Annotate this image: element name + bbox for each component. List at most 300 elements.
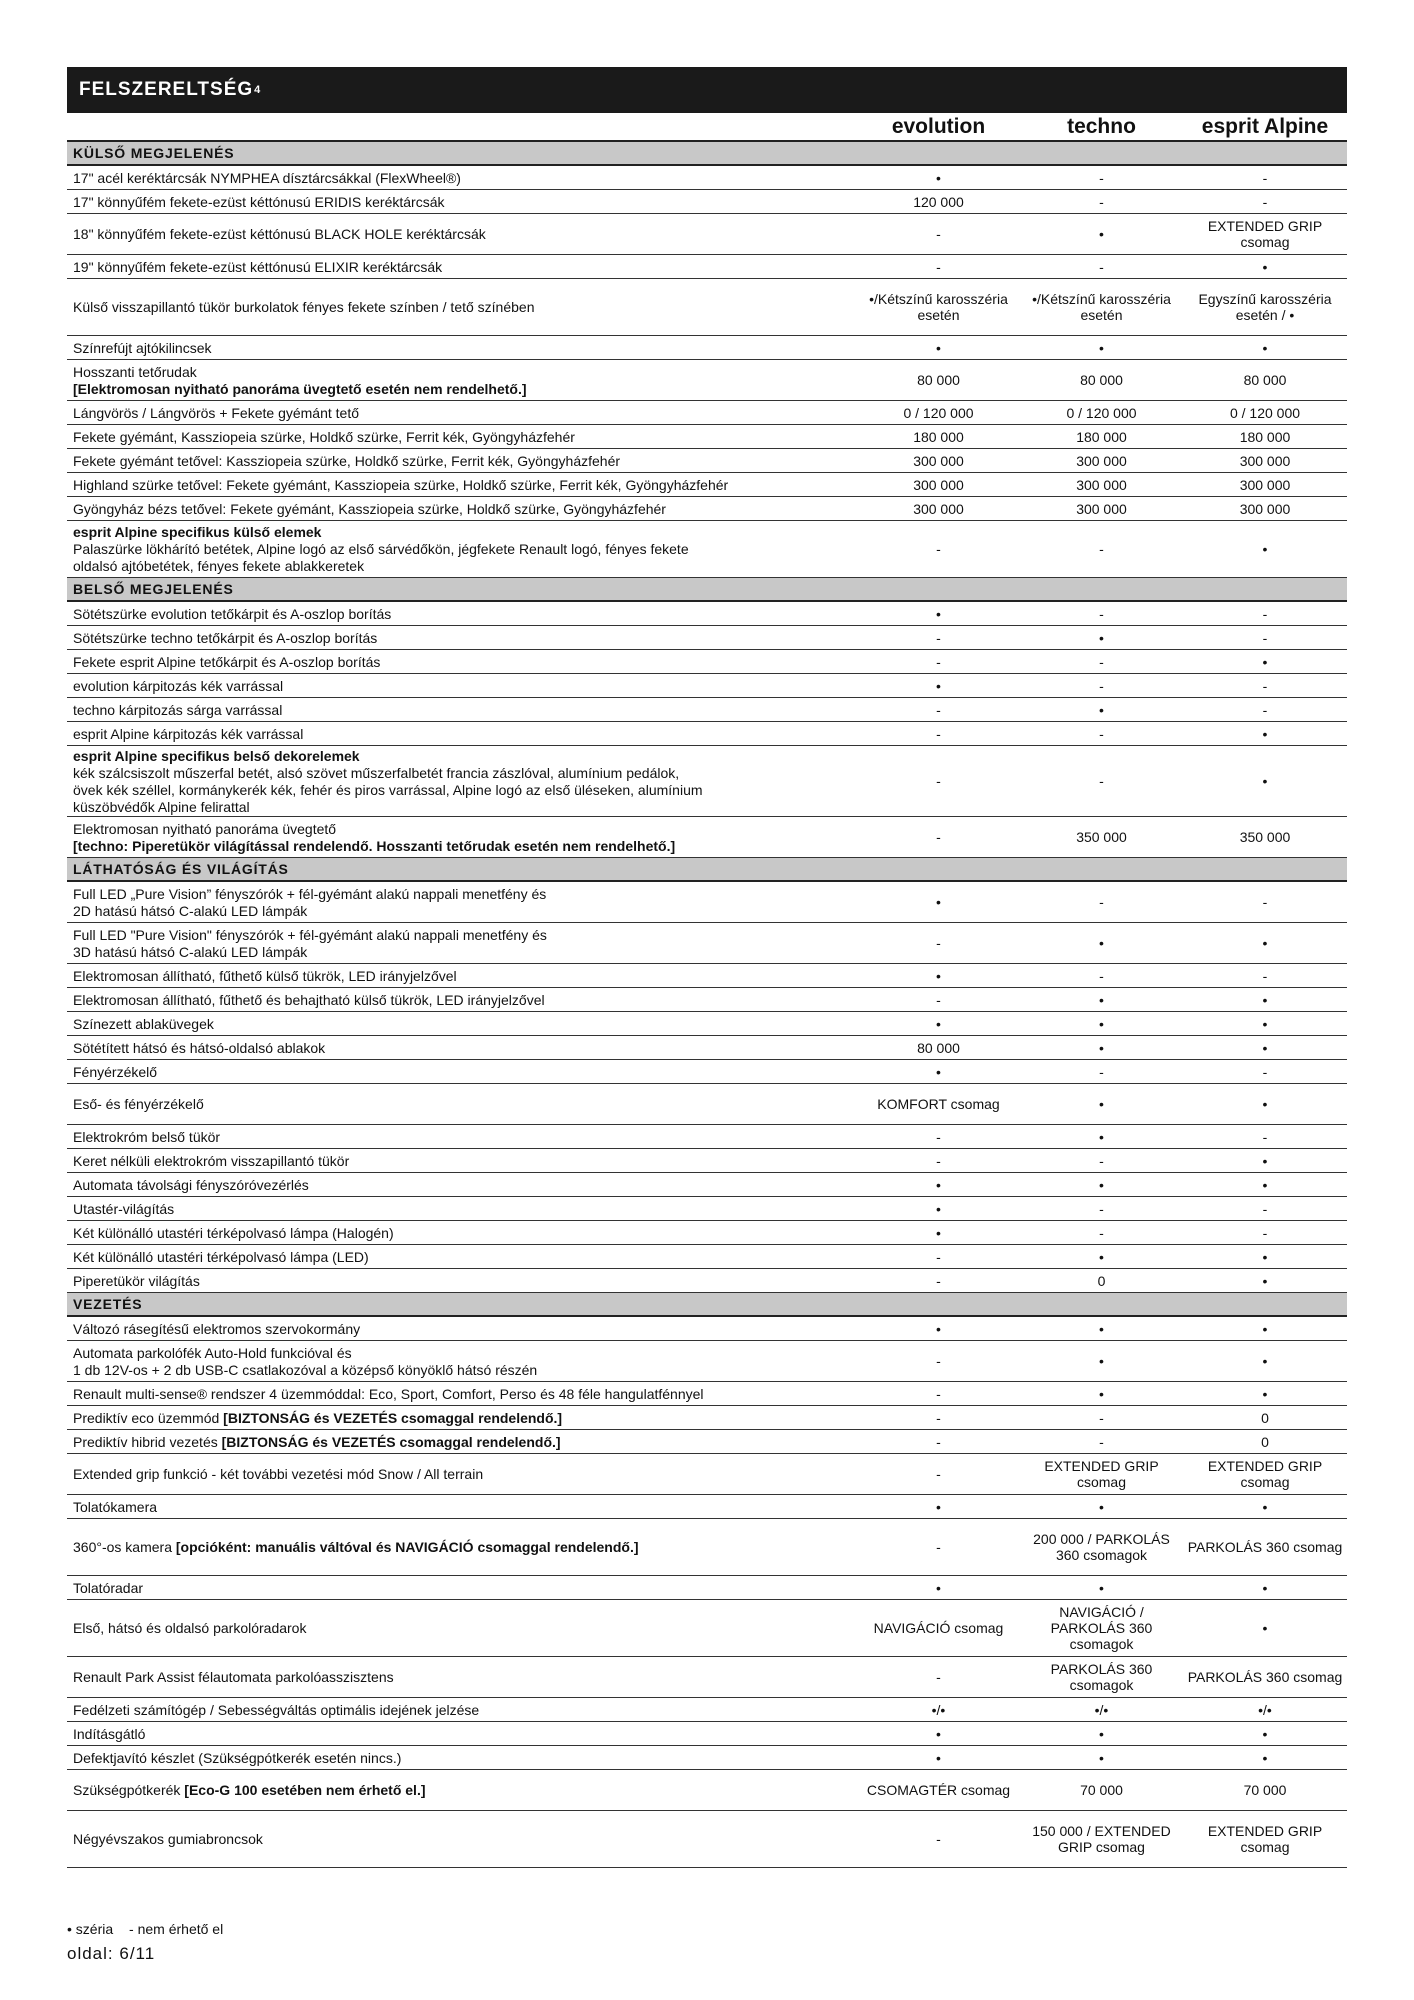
techno-value: 0 / 120 000 [1020, 401, 1183, 425]
alpine-value: - [1183, 1221, 1347, 1245]
alpine-value: 300 000 [1183, 497, 1347, 521]
feature-text: Extended grip funkció - két további vezetési mód Snow / All terrain [73, 1466, 484, 1482]
techno-value: 300 000 [1020, 449, 1183, 473]
feature-cell [67, 1600, 857, 1657]
alpine-value: - [1183, 964, 1347, 988]
feature-cell [67, 1495, 857, 1519]
evolution-value: - [857, 1811, 1020, 1868]
techno-value: • [1020, 698, 1183, 722]
techno-value: • [1020, 988, 1183, 1012]
techno-value: - [1020, 1406, 1183, 1430]
feature-cell [67, 1770, 857, 1811]
techno-value: 350 000 [1020, 817, 1183, 858]
techno-value: • [1020, 336, 1183, 360]
section-header [67, 141, 1347, 165]
title-bar [67, 67, 1347, 113]
column-header-evolution: evolution [857, 113, 1020, 141]
table-body [67, 141, 1347, 1868]
techno-value: - [1020, 1060, 1183, 1084]
feature-text: Utastér-világítás [73, 1200, 175, 1217]
feature-cell [67, 165, 857, 190]
feature-text: Két különálló utastéri térképolvasó lámpa (Halogén) [73, 1224, 394, 1241]
alpine-value: - [1183, 1125, 1347, 1149]
alpine-value: • [1183, 336, 1347, 360]
evolution-value: • [857, 165, 1020, 190]
techno-value: - [1020, 674, 1183, 698]
techno-value: • [1020, 1341, 1183, 1382]
techno-value: 70 000 [1020, 1770, 1183, 1811]
feature-text: oldalsó ajtóbetétek, fényes fekete ablakkeretek [73, 558, 365, 574]
feature-cell [67, 1125, 857, 1149]
evolution-value: KOMFORT csomag [857, 1084, 1020, 1125]
techno-value: 180 000 [1020, 425, 1183, 449]
feature-text: Full LED „Pure Vision” fényszórók + fél-gyémánt alakú nappali menetfény és [73, 885, 547, 902]
feature-text: Fekete gyémánt tetővel: Kassziopeia szürke, Holdkő szürke, Ferrit kék, Gyöngyházfehér [73, 452, 621, 469]
techno-value: - [1020, 521, 1183, 578]
techno-value: - [1020, 165, 1183, 190]
evolution-value: •/• [857, 1698, 1020, 1722]
feature-text: Eső- és fényérzékelő [73, 1096, 204, 1112]
page-number: oldal: 6/11 [67, 1944, 156, 1963]
feature-text: Defektjavító készlet (Szükségpótkerék esetén nincs.) [73, 1749, 402, 1766]
feature-cell [67, 1316, 857, 1341]
evolution-value: - [857, 746, 1020, 817]
techno-value: 0 [1020, 1269, 1183, 1293]
feature-text: Hosszanti tetőrudak [73, 363, 197, 380]
table-row [67, 401, 1347, 425]
table-row [67, 698, 1347, 722]
feature-cell [67, 674, 857, 698]
feature-cell [67, 1060, 857, 1084]
feature-text: Színezett ablaküvegek [73, 1015, 214, 1032]
evolution-value: - [857, 1125, 1020, 1149]
feature-text: evolution kárpitozás kék varrással [73, 677, 284, 694]
alpine-value: - [1183, 1060, 1347, 1084]
section-header [67, 1293, 1347, 1317]
evolution-value: • [857, 1746, 1020, 1770]
title-footnote: 4 [254, 84, 262, 96]
alpine-value: • [1183, 1316, 1347, 1341]
legend-standard: • széria [67, 1921, 114, 1937]
section-title: LÁTHATÓSÁG ÉS VILÁGÍTÁS [67, 858, 1347, 882]
evolution-value: 300 000 [857, 449, 1020, 473]
feature-cell [67, 964, 857, 988]
alpine-value: - [1183, 674, 1347, 698]
table-row [67, 650, 1347, 674]
section-title: KÜLSŐ MEGJELENÉS [67, 141, 1347, 165]
section-header [67, 858, 1347, 882]
column-header-feature [67, 113, 857, 141]
feature-text: Fekete esprit Alpine tetőkárpit és A-oszlop borítás [73, 653, 381, 670]
alpine-value: • [1183, 650, 1347, 674]
alpine-value: • [1183, 722, 1347, 746]
table-row [67, 497, 1347, 521]
feature-text: Tolatókamera [73, 1498, 158, 1515]
alpine-value: - [1183, 165, 1347, 190]
legend [67, 1921, 235, 1937]
feature-cell [67, 1698, 857, 1722]
feature-cell [67, 425, 857, 449]
techno-value: • [1020, 1722, 1183, 1746]
table-row [67, 1495, 1347, 1519]
evolution-value: - [857, 722, 1020, 746]
feature-text: Indításgátló [73, 1725, 146, 1742]
feature-text: Két különálló utastéri térképolvasó lámpa (LED) [73, 1248, 369, 1265]
evolution-value: • [857, 336, 1020, 360]
feature-text: esprit Alpine kárpitozás kék varrással [73, 725, 304, 742]
techno-value: •/Kétszínű karosszéria esetén [1020, 279, 1183, 336]
techno-value: • [1020, 214, 1183, 255]
techno-value: 200 000 / PARKOLÁS 360 csomagok [1020, 1519, 1183, 1576]
evolution-value: - [857, 1430, 1020, 1454]
feature-text: Sötétített hátsó és hátsó-oldalsó ablakok [73, 1039, 326, 1056]
alpine-value: 300 000 [1183, 473, 1347, 497]
feature-text: 17" könnyűfém fekete-ezüst kéttónusú ERIDIS keréktárcsák [73, 193, 445, 210]
feature-text: 360°-os kamera [73, 1539, 176, 1555]
feature-text: Első, hátsó és oldalsó parkolóradarok [73, 1620, 307, 1636]
table-row [67, 360, 1347, 401]
techno-value: • [1020, 1495, 1183, 1519]
feature-cell [67, 817, 857, 858]
feature-text: 3D hatású hátsó C-alakú LED lámpák [73, 943, 308, 960]
evolution-value: • [857, 1221, 1020, 1245]
page-title: FELSZERELTSÉG [79, 79, 254, 100]
table-row [67, 1382, 1347, 1406]
feature-heading: esprit Alpine specifikus belső dekorelemek [73, 747, 360, 764]
table-row [67, 521, 1347, 578]
alpine-value: 0 [1183, 1430, 1347, 1454]
table-row [67, 1454, 1347, 1495]
legend-unavailable: - nem érhető el [129, 1921, 224, 1937]
feature-text: kék szálcsiszolt műszerfal betét, alsó szövet műszerfalbetét francia zászlóval, alumínium pedálok, [73, 764, 680, 781]
alpine-value: • [1183, 1269, 1347, 1293]
table-row [67, 1430, 1347, 1454]
evolution-value: - [857, 988, 1020, 1012]
feature-text: Fekete gyémánt, Kassziopeia szürke, Holdkő szürke, Ferrit kék, Gyöngyházfehér [73, 428, 575, 445]
alpine-value: • [1183, 1084, 1347, 1125]
alpine-value: • [1183, 1149, 1347, 1173]
feature-cell [67, 1149, 857, 1173]
evolution-value: • [857, 1197, 1020, 1221]
evolution-value: 180 000 [857, 425, 1020, 449]
alpine-value: • [1183, 521, 1347, 578]
evolution-value: CSOMAGTÉR csomag [857, 1770, 1020, 1811]
feature-cell [67, 1406, 857, 1430]
table-row [67, 1084, 1347, 1125]
techno-value: 80 000 [1020, 360, 1183, 401]
alpine-value: Egyszínű karosszéria esetén / • [1183, 279, 1347, 336]
evolution-value: 80 000 [857, 1036, 1020, 1060]
alpine-value: • [1183, 1382, 1347, 1406]
feature-text: 17" acél keréktárcsák NYMPHEA dísztárcsákkal (FlexWheel®) [73, 169, 461, 186]
evolution-value: - [857, 626, 1020, 650]
feature-cell [67, 1269, 857, 1293]
table-row [67, 1406, 1347, 1430]
evolution-value: - [857, 1245, 1020, 1269]
table-row [67, 1221, 1347, 1245]
feature-note: [Eco-G 100 esetében nem érhető el.] [184, 1782, 426, 1798]
table-row [67, 1149, 1347, 1173]
equipment-page [67, 67, 1347, 1868]
feature-text: Lángvörös / Lángvörös + Fekete gyémánt tető [73, 404, 360, 421]
alpine-value: 0 / 120 000 [1183, 401, 1347, 425]
techno-value: • [1020, 1125, 1183, 1149]
evolution-value: • [857, 1722, 1020, 1746]
feature-cell [67, 881, 857, 923]
feature-cell [67, 988, 857, 1012]
techno-value: • [1020, 1746, 1183, 1770]
table-row [67, 746, 1347, 817]
section-header [67, 578, 1347, 602]
techno-value: - [1020, 1430, 1183, 1454]
feature-text: 1 db 12V-os + 2 db USB-C csatlakozóval a középső könyöklő hátsó részén [73, 1361, 538, 1378]
evolution-value: • [857, 1060, 1020, 1084]
techno-value: - [1020, 722, 1183, 746]
alpine-value: EXTENDED GRIP csomag [1183, 214, 1347, 255]
alpine-value: PARKOLÁS 360 csomag [1183, 1657, 1347, 1698]
alpine-value: 350 000 [1183, 817, 1347, 858]
table-row [67, 1197, 1347, 1221]
feature-text: övek kék széllel, kormánykerék kék, fehér és piros varrással, Alpine logó az első üléseken, alumínium [73, 781, 703, 798]
feature-text: Keret nélküli elektrokróm visszapillantó tükör [73, 1152, 350, 1169]
alpine-value: EXTENDED GRIP csomag [1183, 1811, 1347, 1868]
table-row [67, 1060, 1347, 1084]
alpine-value: - [1183, 601, 1347, 626]
feature-text: 18" könnyűfém fekete-ezüst kéttónusú BLACK HOLE keréktárcsák [73, 226, 486, 242]
feature-cell [67, 1430, 857, 1454]
feature-cell [67, 923, 857, 964]
feature-text: Full LED "Pure Vision" fényszórók + fél-gyémánt alakú nappali menetfény és [73, 926, 547, 943]
techno-value: • [1020, 1382, 1183, 1406]
feature-text: Színrefújt ajtókilincsek [73, 339, 212, 356]
techno-value: • [1020, 1316, 1183, 1341]
evolution-value: 80 000 [857, 360, 1020, 401]
table-row [67, 1698, 1347, 1722]
alpine-value: • [1183, 1245, 1347, 1269]
techno-value: PARKOLÁS 360 csomagok [1020, 1657, 1183, 1698]
alpine-value: 70 000 [1183, 1770, 1347, 1811]
table-row [67, 214, 1347, 255]
table-row [67, 1316, 1347, 1341]
feature-text: Fényérzékelő [73, 1063, 158, 1080]
techno-value: •/• [1020, 1698, 1183, 1722]
feature-text: techno kárpitozás sárga varrással [73, 701, 283, 718]
evolution-value: - [857, 214, 1020, 255]
evolution-value: • [857, 1316, 1020, 1341]
feature-cell [67, 1746, 857, 1770]
evolution-value: - [857, 923, 1020, 964]
feature-cell [67, 1382, 857, 1406]
feature-text: Elektromosan állítható, fűthető és behajtható külső tükrök, LED irányjelzővel [73, 991, 545, 1008]
alpine-value: • [1183, 1746, 1347, 1770]
evolution-value: - [857, 817, 1020, 858]
alpine-value: • [1183, 1036, 1347, 1060]
alpine-value: 80 000 [1183, 360, 1347, 401]
evolution-value: - [857, 255, 1020, 279]
table-row [67, 190, 1347, 214]
feature-text: 2D hatású hátsó C-alakú LED lámpák [73, 902, 308, 919]
evolution-value: 0 / 120 000 [857, 401, 1020, 425]
evolution-value: • [857, 964, 1020, 988]
feature-heading: esprit Alpine specifikus külső elemek [73, 524, 322, 540]
alpine-value: •/• [1183, 1698, 1347, 1722]
feature-cell [67, 449, 857, 473]
feature-text: Négyévszakos gumiabroncsok [73, 1831, 263, 1847]
table-row [67, 336, 1347, 360]
feature-text: Sötétszürke techno tetőkárpit és A-oszlop borítás [73, 629, 378, 646]
table-row [67, 449, 1347, 473]
techno-value: - [1020, 964, 1183, 988]
feature-text: Gyöngyház bézs tetővel: Fekete gyémánt, Kassziopeia szürke, Holdkő szürke, Gyöngyházfehér [73, 500, 666, 517]
evolution-value: 300 000 [857, 497, 1020, 521]
table-header-row [67, 113, 1347, 141]
feature-text: Automata távolsági fényszóróvezérlés [73, 1176, 309, 1193]
table-row [67, 425, 1347, 449]
techno-value: - [1020, 1221, 1183, 1245]
feature-text: Sötétszürke evolution tetőkárpit és A-oszlop borítás [73, 605, 392, 622]
alpine-value: • [1183, 1173, 1347, 1197]
feature-text: Elektromosan nyitható panoráma üvegtető [73, 820, 337, 837]
column-header-techno: techno [1020, 113, 1183, 141]
evolution-value: • [857, 1576, 1020, 1600]
equipment-table [67, 113, 1347, 1868]
table-row [67, 1036, 1347, 1060]
feature-note: [BIZTONSÁG és VEZETÉS csomaggal rendelendő.] [221, 1433, 561, 1450]
feature-cell [67, 279, 857, 336]
alpine-value: - [1183, 1197, 1347, 1221]
techno-value: • [1020, 1576, 1183, 1600]
table-row [67, 722, 1347, 746]
feature-text: Változó rásegítésű elektromos szervokormány [73, 1320, 361, 1337]
techno-value: • [1020, 1245, 1183, 1269]
evolution-value: - [857, 1149, 1020, 1173]
feature-cell [67, 722, 857, 746]
evolution-value: - [857, 1519, 1020, 1576]
feature-cell [67, 1221, 857, 1245]
techno-value: - [1020, 255, 1183, 279]
feature-text: küszöbvédők Alpine felirattal [73, 798, 250, 815]
feature-cell [67, 255, 857, 279]
alpine-value: • [1183, 1722, 1347, 1746]
alpine-value: • [1183, 255, 1347, 279]
table-row [67, 1770, 1347, 1811]
alpine-value: 300 000 [1183, 449, 1347, 473]
techno-value: • [1020, 1173, 1183, 1197]
techno-value: - [1020, 1197, 1183, 1221]
table-row [67, 1245, 1347, 1269]
alpine-value: • [1183, 1341, 1347, 1382]
table-row [67, 881, 1347, 923]
alpine-value: • [1183, 746, 1347, 817]
feature-cell [67, 1245, 857, 1269]
alpine-value: • [1183, 923, 1347, 964]
feature-cell [67, 190, 857, 214]
evolution-value: 300 000 [857, 473, 1020, 497]
alpine-value: EXTENDED GRIP csomag [1183, 1454, 1347, 1495]
evolution-value: - [857, 1382, 1020, 1406]
evolution-value: NAVIGÁCIÓ csomag [857, 1600, 1020, 1657]
evolution-value: - [857, 1454, 1020, 1495]
table-row [67, 964, 1347, 988]
feature-text: Elektrokróm belső tükör [73, 1128, 221, 1145]
table-row [67, 1519, 1347, 1576]
evolution-value: - [857, 698, 1020, 722]
techno-value: • [1020, 1036, 1183, 1060]
feature-cell [67, 1197, 857, 1221]
evolution-value: - [857, 1657, 1020, 1698]
feature-note: [BIZTONSÁG és VEZETÉS csomaggal rendelendő.] [223, 1409, 563, 1426]
table-row [67, 1746, 1347, 1770]
techno-value: • [1020, 1084, 1183, 1125]
feature-cell [67, 401, 857, 425]
techno-value: - [1020, 650, 1183, 674]
techno-value: - [1020, 601, 1183, 626]
techno-value: - [1020, 1149, 1183, 1173]
evolution-value: - [857, 1406, 1020, 1430]
table-row [67, 988, 1347, 1012]
evolution-value: • [857, 881, 1020, 923]
feature-note: [Elektromosan nyitható panoráma üvegtető esetén nem rendelhető.] [73, 380, 527, 397]
evolution-value: - [857, 1341, 1020, 1382]
table-row [67, 1012, 1347, 1036]
section-title: BELSŐ MEGJELENÉS [67, 578, 1347, 602]
feature-text: Tolatóradar [73, 1579, 144, 1596]
table-row [67, 1811, 1347, 1868]
feature-cell [67, 473, 857, 497]
table-row [67, 1125, 1347, 1149]
table-row [67, 473, 1347, 497]
feature-cell [67, 1454, 857, 1495]
alpine-value: • [1183, 988, 1347, 1012]
table-row [67, 1576, 1347, 1600]
techno-value: 300 000 [1020, 473, 1183, 497]
feature-text: Prediktív eco üzemmód [73, 1409, 224, 1426]
feature-text: 19" könnyűfém fekete-ezüst kéttónusú ELIXIR keréktárcsák [73, 258, 443, 275]
feature-cell [67, 497, 857, 521]
feature-cell [67, 626, 857, 650]
techno-value: EXTENDED GRIP csomag [1020, 1454, 1183, 1495]
table-row [67, 1657, 1347, 1698]
feature-cell [67, 521, 857, 578]
techno-value: - [1020, 746, 1183, 817]
alpine-value: PARKOLÁS 360 csomag [1183, 1519, 1347, 1576]
alpine-value: 180 000 [1183, 425, 1347, 449]
techno-value: • [1020, 626, 1183, 650]
feature-text: Elektromosan állítható, fűthető külső tükrök, LED irányjelzővel [73, 967, 457, 984]
evolution-value: - [857, 1269, 1020, 1293]
techno-value: 150 000 / EXTENDED GRIP csomag [1020, 1811, 1183, 1868]
techno-value: • [1020, 1012, 1183, 1036]
alpine-value: • [1183, 1495, 1347, 1519]
feature-cell [67, 1084, 857, 1125]
feature-cell [67, 601, 857, 626]
evolution-value: - [857, 650, 1020, 674]
table-row [67, 674, 1347, 698]
alpine-value: - [1183, 881, 1347, 923]
techno-value: 300 000 [1020, 497, 1183, 521]
feature-text: Fedélzeti számítógép / Sebességváltás optimális idejének jelzése [73, 1701, 480, 1718]
feature-cell [67, 1012, 857, 1036]
feature-text: Renault multi-sense® rendszer 4 üzemmóddal: Eco, Sport, Comfort, Perso és 48 féle hangulatfénnyel [73, 1385, 704, 1402]
table-row [67, 255, 1347, 279]
feature-cell [67, 214, 857, 255]
feature-text: Szükségpótkerék [73, 1782, 185, 1798]
feature-cell [67, 698, 857, 722]
feature-cell [67, 1173, 857, 1197]
feature-cell [67, 1519, 857, 1576]
table-row [67, 923, 1347, 964]
feature-text: Renault Park Assist félautomata parkolóasszisztens [73, 1669, 394, 1685]
